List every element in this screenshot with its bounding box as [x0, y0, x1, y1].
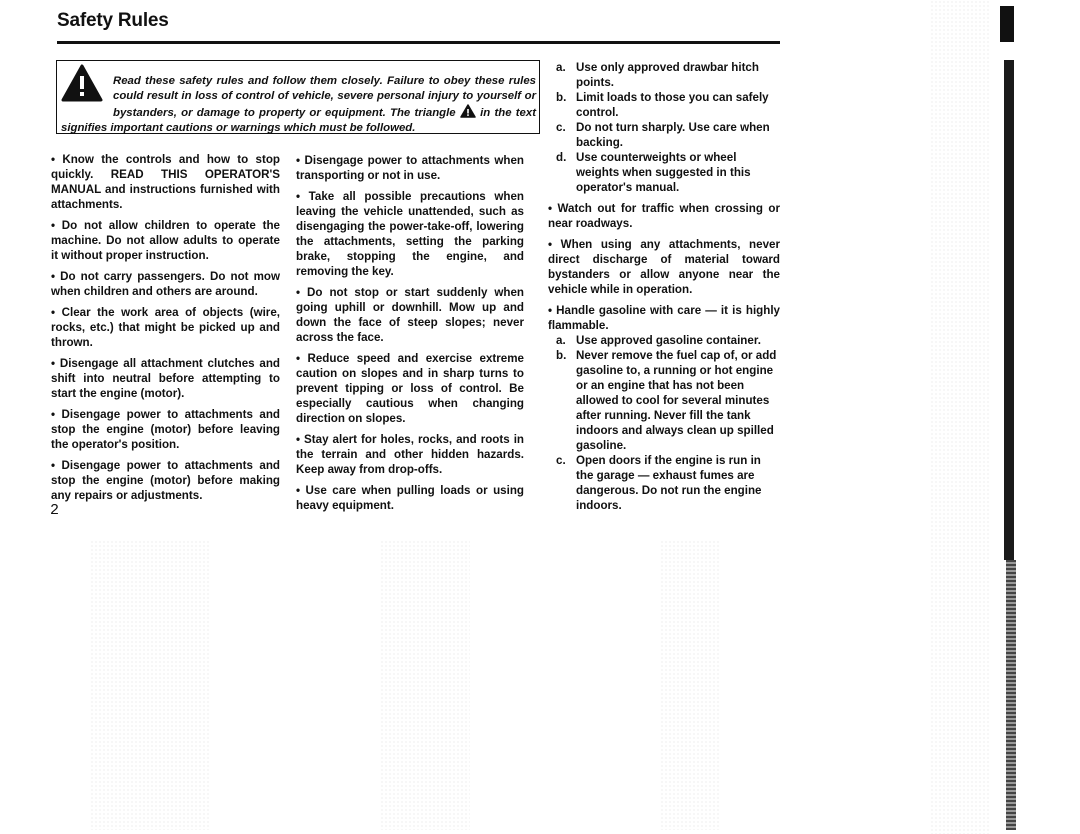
- rules-column-3: [548, 60, 780, 513]
- subitem-text: Use counterweights or wheel weights when suggested in this operator's manual.: [576, 151, 751, 194]
- towing-subitem: [548, 120, 780, 150]
- gasoline-subitem: [548, 453, 780, 513]
- subitem-label: a.: [556, 61, 566, 74]
- rule-item: • Take all possible precautions when leaving the vehicle unattended, such as disengaging the power-take-off, lowering the attachments, setting the parking brake, stopping the engine, and removing the key.: [296, 190, 524, 278]
- towing-subitem: [548, 150, 780, 195]
- rule-item: • Do not carry passengers. Do not mow when children and others are around.: [51, 270, 280, 298]
- subitem-label: c.: [556, 121, 566, 134]
- towing-subitem: [548, 60, 780, 90]
- subitem-label: a.: [556, 334, 566, 347]
- scan-edge-binding: [998, 0, 1018, 834]
- inline-warning-triangle-icon: [460, 104, 476, 118]
- subitem-label: d.: [556, 151, 567, 164]
- subitem-label: b.: [556, 91, 567, 104]
- page-number: 2: [50, 502, 60, 519]
- scan-noise: [380, 540, 470, 830]
- warning-text: [61, 74, 536, 136]
- scan-noise: [660, 540, 720, 830]
- rule-item: • Clear the work area of objects (wire, rocks, etc.) that might be picked up and thrown.: [51, 306, 280, 349]
- rule-item: • Watch out for traffic when crossing or near roadways.: [548, 202, 780, 230]
- rules-column-1: [51, 152, 280, 509]
- warning-text-before: Read these safety rules and follow them closely. Failure to obey these rules could result in loss of control of vehicle, severe personal injury to yourself or bystanders, or damage to property or equipment. The triangle: [113, 75, 536, 119]
- towing-subitem: [548, 90, 780, 120]
- rule-item: • Reduce speed and exercise extreme caution on slopes and in sharp turns to prevent tipping or loss of control. Be especially cautious when changing direction on slopes.: [296, 352, 524, 425]
- rules-column-2: [296, 153, 524, 519]
- gasoline-subitem: [548, 333, 780, 348]
- warning-box: [56, 60, 540, 134]
- title-divider: [57, 41, 780, 44]
- warning-text-after: in the text signifies important cautions or warnings which must be followed.: [61, 107, 537, 134]
- gasoline-subitem: [548, 348, 780, 453]
- rule-item: • Do not stop or start suddenly when going uphill or downhill. Mow up and down the face of steep slopes; never across the face.: [296, 286, 524, 344]
- rule-item: • Do not allow children to operate the machine. Do not allow adults to operate it without proper instruction.: [51, 219, 280, 262]
- subitem-label: b.: [556, 349, 567, 362]
- rule-item: • Disengage power to attachments and stop the engine (motor) before leaving the operator's position.: [51, 408, 280, 451]
- rule-item: • Use care when pulling loads or using heavy equipment.: [296, 484, 524, 512]
- subitem-text: Do not turn sharply. Use care when backing.: [576, 121, 770, 149]
- scan-noise: [930, 0, 990, 834]
- subitem-text: Open doors if the engine is run in the garage — exhaust fumes are dangerous. Do not run the engine indoors.: [576, 454, 762, 512]
- rule-item: • When using any attachments, never direct discharge of material toward bystanders or allow anyone near the vehicle while in operation.: [548, 238, 780, 296]
- rule-item: • Disengage power to attachments when transporting or not in use.: [296, 154, 524, 182]
- scan-noise: [90, 540, 210, 830]
- subitem-text: Limit loads to those you can safely control.: [576, 91, 769, 119]
- rule-item: • Disengage all attachment clutches and shift into neutral before attempting to start the engine (motor).: [51, 357, 280, 400]
- subitem-label: c.: [556, 454, 566, 467]
- subitem-text: Never remove the fuel cap of, or add gasoline to, a running or hot engine or an engine that has not been allowed to cool for several minutes after running. Never fill the tank indoors and always clean up spilled gasoline.: [576, 349, 777, 452]
- page-title: Safety Rules: [57, 10, 169, 31]
- rule-item: • Stay alert for holes, rocks, and roots in the terrain and other hidden hazards. Keep away from drop-offs.: [296, 433, 524, 476]
- rule-item: • Handle gasoline with care — it is highly flammable.: [548, 304, 780, 332]
- subitem-text: Use approved gasoline container.: [576, 334, 761, 347]
- subitem-text: Use only approved drawbar hitch points.: [576, 61, 759, 89]
- rule-item: • Know the controls and how to stop quickly. READ THIS OPERATOR'S MANUAL and instructions furnished with attachments.: [51, 153, 280, 211]
- rule-item: • Disengage power to attachments and stop the engine (motor) before making any repairs or adjustments.: [51, 459, 280, 502]
